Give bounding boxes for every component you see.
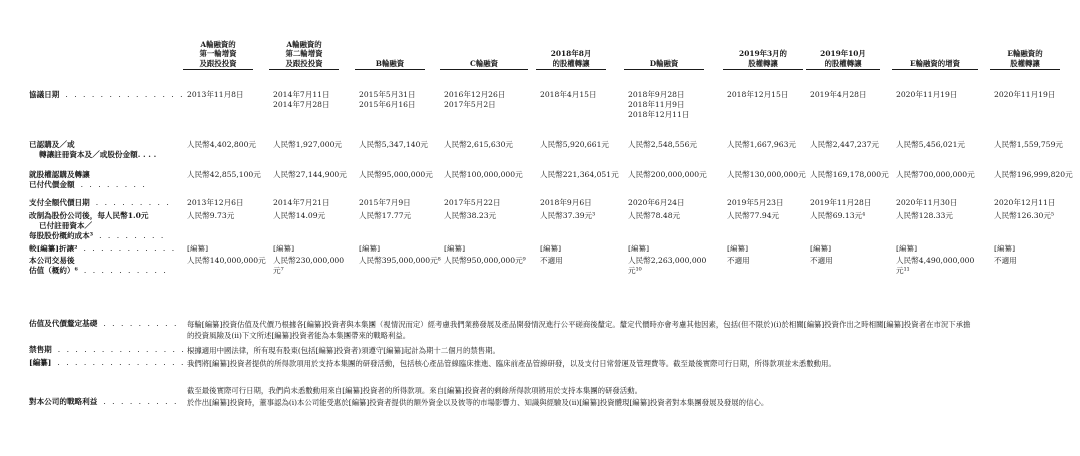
column-header-line: 第一輪增資 <box>199 49 237 58</box>
table-cell <box>444 90 505 110</box>
table-cell <box>810 244 831 254</box>
table-cell-line: 人民幣27,144,900元 <box>273 170 347 179</box>
wide-row-line: 每輪[編纂]投資估值及代價乃根據各[編纂]投資者與本集團（視情況而定）經考慮我們業務發展及產品開發情況進行公平磋商後釐定。釐定代價時亦會考慮其他因素，包括(但不限於)(i)於相關[編纂]投資作出之時相關[編纂]投資者在市況下承擔 <box>187 320 971 329</box>
table-cell-line: 人民幣2,615,630元 <box>444 140 514 149</box>
leader-dots: . . . . . . . . . . . . . . . . . <box>57 358 204 367</box>
table-cell-line: 人民幣2,447,237元 <box>810 140 880 149</box>
table-cell-line: 人民幣1,667,963元 <box>727 140 797 149</box>
table-cell-line: 2016年12月26日 <box>444 90 506 99</box>
row-label <box>29 244 176 254</box>
table-cell-line: 人民幣17.77元 <box>359 211 412 220</box>
column-header-9 <box>892 59 978 71</box>
table-cell <box>896 211 953 221</box>
wide-row-text <box>187 345 500 356</box>
leader-dots: . . . . . . . . . . . . . . . . . <box>57 345 204 354</box>
table-cell <box>727 211 779 221</box>
row-label <box>29 140 156 160</box>
row-label-line: 本公司交易後 <box>29 256 75 265</box>
column-header-line: 股權轉讓 <box>748 58 778 68</box>
table-cell-line: 不適用 <box>810 256 833 265</box>
table-cell-line: 元⁷ <box>273 266 284 275</box>
row-label <box>29 170 147 190</box>
column-header-line: A輪融資的 <box>200 39 236 49</box>
table-cell-line: 2018年4月15日 <box>540 90 597 99</box>
table-cell-line: 人民幣1,559,759元 <box>994 140 1064 149</box>
table-cell <box>444 140 513 150</box>
table-cell <box>810 140 879 150</box>
table-cell-line: 2020年11月19日 <box>994 90 1056 99</box>
column-header-line: 的股權轉讓 <box>824 58 862 68</box>
table-cell-line: 人民幣200,000,000元 <box>628 170 707 179</box>
table-cell-line: 人民幣4,402,800元 <box>187 140 257 149</box>
table-cell-line: 人民幣69.13元⁴ <box>810 211 866 220</box>
table-cell <box>628 198 685 208</box>
table-cell-line: 不適用 <box>540 256 563 265</box>
table-cell <box>359 211 411 221</box>
table-cell <box>540 90 597 100</box>
table-cell <box>444 244 465 254</box>
column-header-line: A輪融資的 <box>286 39 322 49</box>
row-label-line: 支付全額代價日期 <box>29 198 90 207</box>
table-cell-line: 2018年9月6日 <box>540 198 592 207</box>
table-cell <box>727 90 788 100</box>
column-header-line: 及跟投投資 <box>199 58 237 68</box>
table-cell <box>273 256 344 276</box>
column-header-line: B輪融資 <box>375 58 405 68</box>
table-cell-line: 人民幣77.94元 <box>727 211 780 220</box>
table-cell <box>628 140 697 150</box>
table-cell <box>540 256 563 266</box>
table-cell <box>273 244 294 254</box>
table-cell-line: [編纂] <box>187 244 209 253</box>
leader-dots: . . . . . . . . <box>99 231 166 240</box>
table-cell <box>727 140 796 150</box>
table-cell <box>359 244 380 254</box>
table-cell <box>444 256 526 266</box>
column-header-line: 第二輪增資 <box>285 49 323 58</box>
table-cell-line: 2013年12月6日 <box>187 198 244 207</box>
table-cell-line: 人民幣128.33元 <box>896 211 953 220</box>
table-cell-line: [編纂] <box>994 244 1016 253</box>
table-cell-line: 2019年11月28日 <box>810 198 872 207</box>
table-cell-line: 不適用 <box>994 256 1017 265</box>
row-label <box>29 256 168 276</box>
table-cell-line: 人民幣95,000,000元 <box>359 170 433 179</box>
table-cell-line: 人民幣78.48元 <box>628 211 681 220</box>
table-cell <box>896 170 975 180</box>
table-cell-line: [編纂] <box>444 244 466 253</box>
table-cell <box>896 90 957 100</box>
table-cell <box>628 170 707 180</box>
table-cell <box>444 170 523 180</box>
table-cell <box>187 211 234 221</box>
table-cell-line: 2013年11月8日 <box>187 90 244 99</box>
wide-row-text <box>187 319 970 341</box>
column-header-7 <box>723 49 803 70</box>
table-cell-line: 人民幣196,999,820元 <box>994 170 1073 179</box>
table-cell <box>187 170 261 180</box>
table-cell-line: 人民幣126.30元⁵ <box>994 211 1054 220</box>
wide-row-line: 的投資風險及(ii)下文所述[編纂]投資者能為本集團帶來的戰略利益。 <box>187 331 411 340</box>
table-cell <box>540 244 561 254</box>
column-header-3 <box>355 59 425 71</box>
wide-row-label <box>29 397 178 407</box>
table-cell <box>994 170 1073 180</box>
wide-row-line: 截至最後實際可行日期，我們尚未悉數動用來自[編纂]投資者的所得款項。來自[編纂]投資者的剩餘所得款項將用於支持本集團的研發活動。 <box>187 386 642 395</box>
table-cell-line: 2018年11月9日 <box>628 100 685 109</box>
row-label-line: 較[編纂]折讓² <box>29 244 78 253</box>
column-header-line: 2019年10月 <box>820 49 866 58</box>
table-cell <box>810 198 871 208</box>
table-cell-line: 2020年6月24日 <box>628 198 685 207</box>
wide-row-text <box>187 358 836 369</box>
table-cell <box>273 211 325 221</box>
leader-dots: . . . . . . . . . <box>103 319 179 328</box>
table-cell <box>359 90 416 110</box>
row-label-line: 已付代價金額 <box>29 180 75 189</box>
wide-row-label-text: 禁售期 <box>29 345 52 354</box>
table-cell-line: 人民幣4,490,000,000 <box>896 256 975 265</box>
table-cell-line: [編纂] <box>359 244 381 253</box>
table-cell-line: 人民幣2,548,556元 <box>628 140 698 149</box>
column-header-line: E輪融資的 <box>1007 49 1043 58</box>
table-cell <box>896 140 965 150</box>
row-label <box>29 211 165 241</box>
table-cell <box>727 256 750 266</box>
table-cell-line: 人民幣38.23元 <box>444 211 497 220</box>
column-header-line: 及跟投投資 <box>285 58 323 68</box>
column-header-4 <box>440 59 528 71</box>
leader-dots: . . . . . . . . <box>80 180 147 189</box>
row-label-line: 已認購及／或 <box>29 140 75 149</box>
table-cell-line: 2018年12月11日 <box>628 110 690 119</box>
wide-row-label <box>29 358 203 368</box>
table-cell <box>540 140 609 150</box>
table-cell <box>727 244 748 254</box>
column-header-8 <box>806 49 880 70</box>
column-header-line: 股權轉讓 <box>1010 58 1040 68</box>
table-cell-line: 人民幣5,920,661元 <box>540 140 610 149</box>
leader-dots: . . . . . . . . . <box>95 198 171 207</box>
table-cell <box>810 90 867 100</box>
table-cell <box>187 140 256 150</box>
column-header-line: 2018年8月 <box>550 49 592 58</box>
table-cell <box>273 198 330 208</box>
leader-dots: . . . . . . . . . . . . . . <box>65 90 185 99</box>
table-cell <box>896 244 917 254</box>
table-cell <box>727 170 806 180</box>
table-cell <box>896 256 974 276</box>
table-cell <box>810 256 833 266</box>
table-cell-line: 2019年5月23日 <box>727 198 784 207</box>
leader-dots: . . . . . . . . . <box>103 397 179 406</box>
row-label <box>29 198 171 208</box>
column-header-line: C輪融資 <box>469 58 499 68</box>
table-cell-line: 人民幣100,000,000元 <box>444 170 523 179</box>
table-cell <box>810 170 889 180</box>
row-label-line: 每股股份概約成本³ <box>29 231 94 240</box>
table-cell <box>628 256 706 276</box>
table-cell <box>444 211 496 221</box>
table-cell-line: 2014年7月21日 <box>273 198 330 207</box>
table-cell-line: 2017年5月22日 <box>444 198 501 207</box>
table-cell-line: 2020年12月11日 <box>994 198 1056 207</box>
wide-row-label <box>29 319 178 329</box>
wide-row-label-text: 對本公司的戰略利益 <box>29 397 98 406</box>
table-cell <box>810 211 865 221</box>
table-cell-line: 人民幣42,855,100元 <box>187 170 261 179</box>
wide-row-line: 根據適用中國法律，所有現有股東(包括[編纂]投資者)須遵守[編纂]起計為期十二個月的禁售期。 <box>187 346 500 355</box>
row-label-line: 轉讓註冊資本及／或股份金額. . . . <box>39 150 157 159</box>
table-cell-line: 人民幣230,000,000 <box>273 256 345 265</box>
column-header-10 <box>990 49 1060 70</box>
table-cell <box>187 90 244 100</box>
table-cell-line: 人民幣221,364,051元 <box>540 170 619 179</box>
table-cell <box>359 170 433 180</box>
table-cell-line: 2020年11月19日 <box>896 90 958 99</box>
wide-row-label-text: [編纂] <box>29 358 52 367</box>
table-cell-line: 人民幣950,000,000元⁹ <box>444 256 526 265</box>
table-cell <box>359 198 411 208</box>
table-cell <box>540 198 592 208</box>
table-cell <box>359 140 428 150</box>
table-cell <box>994 211 1054 221</box>
table-cell-line: 人民幣5,347,140元 <box>359 140 429 149</box>
wide-row-label <box>29 345 203 355</box>
table-cell-line: 人民幣130,000,000元 <box>727 170 806 179</box>
wide-row-text <box>187 397 768 408</box>
table-cell-line: 2015年5月31日 <box>359 90 416 99</box>
table-cell-line: 2015年6月16日 <box>359 100 416 109</box>
table-cell-line: 人民幣9.73元 <box>187 211 235 220</box>
column-header-line: D輪融資 <box>649 58 679 68</box>
column-header-line: 的股權轉讓 <box>552 58 590 68</box>
table-cell <box>628 244 649 254</box>
leader-dots: . . . . . . . . . . . <box>83 244 177 253</box>
table-cell-line: 人民幣1,927,000元 <box>273 140 343 149</box>
table-cell-line: 2014年7月11日 <box>273 90 330 99</box>
table-cell <box>540 211 595 221</box>
table-cell-line: 人民幣700,000,000元 <box>896 170 975 179</box>
column-header-2 <box>269 40 339 71</box>
row-label-line: 估值（概約）⁶ <box>29 266 78 275</box>
table-cell-line: [編纂] <box>273 244 295 253</box>
column-header-1 <box>183 40 253 71</box>
table-cell-line: 2019年4月28日 <box>810 90 867 99</box>
table-cell-line: 2020年11月30日 <box>896 198 958 207</box>
table-cell <box>994 198 1055 208</box>
wide-row-line: 我們將[編纂]投資者提供的所得款項用於支持本集團的研發活動，包括核心產品管線臨床推進、臨床前產品管線研發，以及支付日常營運及管理費等。截至最後實際可行日期，所得款項並未悉數動用。 <box>187 359 836 368</box>
wide-row-label-text: 估值及代價釐定基礎 <box>29 319 98 328</box>
table-cell-line: 2014年7月28日 <box>273 100 330 109</box>
table-cell-line: 2017年5月2日 <box>444 100 496 109</box>
table-cell-line: [編纂] <box>896 244 918 253</box>
leader-dots: . . . . . . . . . . <box>83 266 168 275</box>
table-cell-line: 元¹¹ <box>896 266 910 275</box>
table-cell <box>187 256 266 266</box>
row-label <box>29 90 185 100</box>
table-cell <box>540 170 619 180</box>
table-cell <box>628 90 689 120</box>
table-cell-line: 人民幣395,000,000元⁸ <box>359 256 441 265</box>
column-header-5 <box>536 49 606 70</box>
table-cell-line: 人民幣14.09元 <box>273 211 326 220</box>
table-cell <box>273 170 347 180</box>
table-cell <box>187 198 244 208</box>
table-cell <box>444 198 501 208</box>
table-cell <box>727 198 784 208</box>
table-cell <box>994 90 1055 100</box>
table-cell-line: 人民幣2,263,000,000 <box>628 256 707 265</box>
wide-row-text <box>187 385 642 396</box>
table-cell <box>273 90 330 110</box>
column-header-6 <box>624 59 704 71</box>
table-cell-line: 元¹⁰ <box>628 266 642 275</box>
table-cell-line: 人民幣169,178,000元 <box>810 170 889 179</box>
table-cell-line: [編纂] <box>727 244 749 253</box>
row-label-line: 改制為股份公司後，每人民幣1.0元 <box>29 211 149 220</box>
table-cell-line: [編纂] <box>540 244 562 253</box>
row-label-line: 協議日期 <box>29 90 60 99</box>
table-cell <box>994 244 1015 254</box>
table-cell-line: 不適用 <box>727 256 750 265</box>
column-header-line: E輪融資的增資 <box>910 58 960 68</box>
table-cell-line: 2018年12月15日 <box>727 90 789 99</box>
table-cell-line: [編纂] <box>810 244 832 253</box>
table-cell <box>273 140 342 150</box>
table-cell <box>896 198 957 208</box>
table-cell-line: 人民幣140,000,000元 <box>187 256 266 265</box>
table-cell-line: 2015年7月9日 <box>359 198 411 207</box>
table-cell <box>994 140 1063 150</box>
table-cell <box>187 244 208 254</box>
table-cell-line: 人民幣5,456,021元 <box>896 140 966 149</box>
row-label-line: 已付註冊資本／ <box>39 221 93 230</box>
table-cell <box>628 211 680 221</box>
table-cell-line: 人民幣37.39元³ <box>540 211 596 220</box>
table-cell <box>994 256 1017 266</box>
table-cell <box>359 256 441 266</box>
wide-row-line: 於作出[編纂]投資時，董事認為(i)本公司能受惠於[編纂]投資者提供的額外資金以及彼等的市場影響力、知識與經驗及(ii)[編纂]投資體現[編纂]投資者對本集團發展及發展的信心。 <box>187 398 769 407</box>
row-label-line: 就股權認購及轉讓 <box>29 170 90 179</box>
column-header-line: 2019年3月的 <box>739 49 787 58</box>
table-cell-line: 2018年9月28日 <box>628 90 685 99</box>
table-cell-line: [編纂] <box>628 244 650 253</box>
